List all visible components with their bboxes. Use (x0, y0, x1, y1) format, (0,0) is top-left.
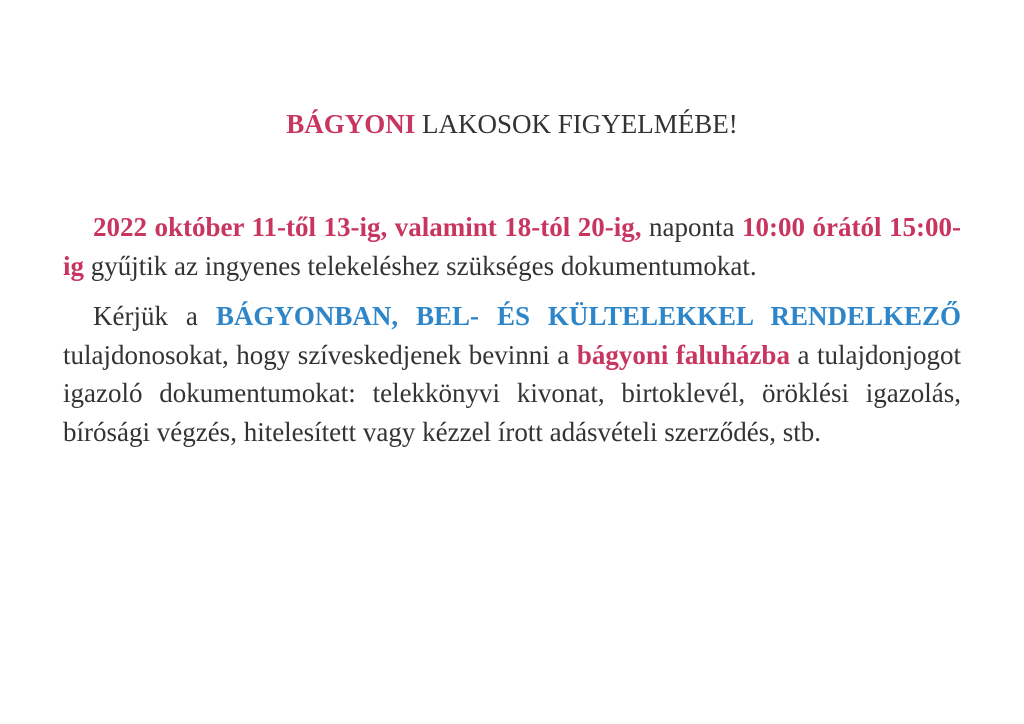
title-highlight: BÁGYONI (286, 109, 416, 139)
required-documents: a tulajdonjogot igazoló dokumentumokat: telekkönyvi kivonat, birtoklevél, öröklési igazolás, bírósági végzés, hitelesített vagy kézzel írott adásvételi szerződés, stb. (63, 339, 962, 447)
notice-body (63, 208, 961, 451)
request-middle: tulajdonosokat, hogy szíveskedjenek bevinni a (63, 339, 570, 370)
collection-hours: 10:00 órától 15:00-ig (63, 212, 962, 281)
collection-place: bágyoni faluházba (576, 339, 790, 370)
collection-dates: 2022 október 11-től 13-ig, valamint 18-tól 20-ig, (93, 212, 642, 242)
title-rest: LAKOSOK FIGYELMÉBE! (422, 109, 738, 139)
page-title (0, 104, 1024, 144)
request-intro: Kérjük a (93, 301, 198, 331)
paragraph-request (63, 297, 961, 451)
collection-purpose: gyűjtik az ingyenes telekeléshez szükséges dokumentumokat. (90, 250, 757, 281)
target-owners: BÁGYONBAN, BEL- ÉS KÜLTELEKKEL RENDELKEZŐ (215, 301, 961, 331)
paragraph-collection-dates (63, 208, 961, 285)
daily-label: naponta (649, 212, 735, 242)
